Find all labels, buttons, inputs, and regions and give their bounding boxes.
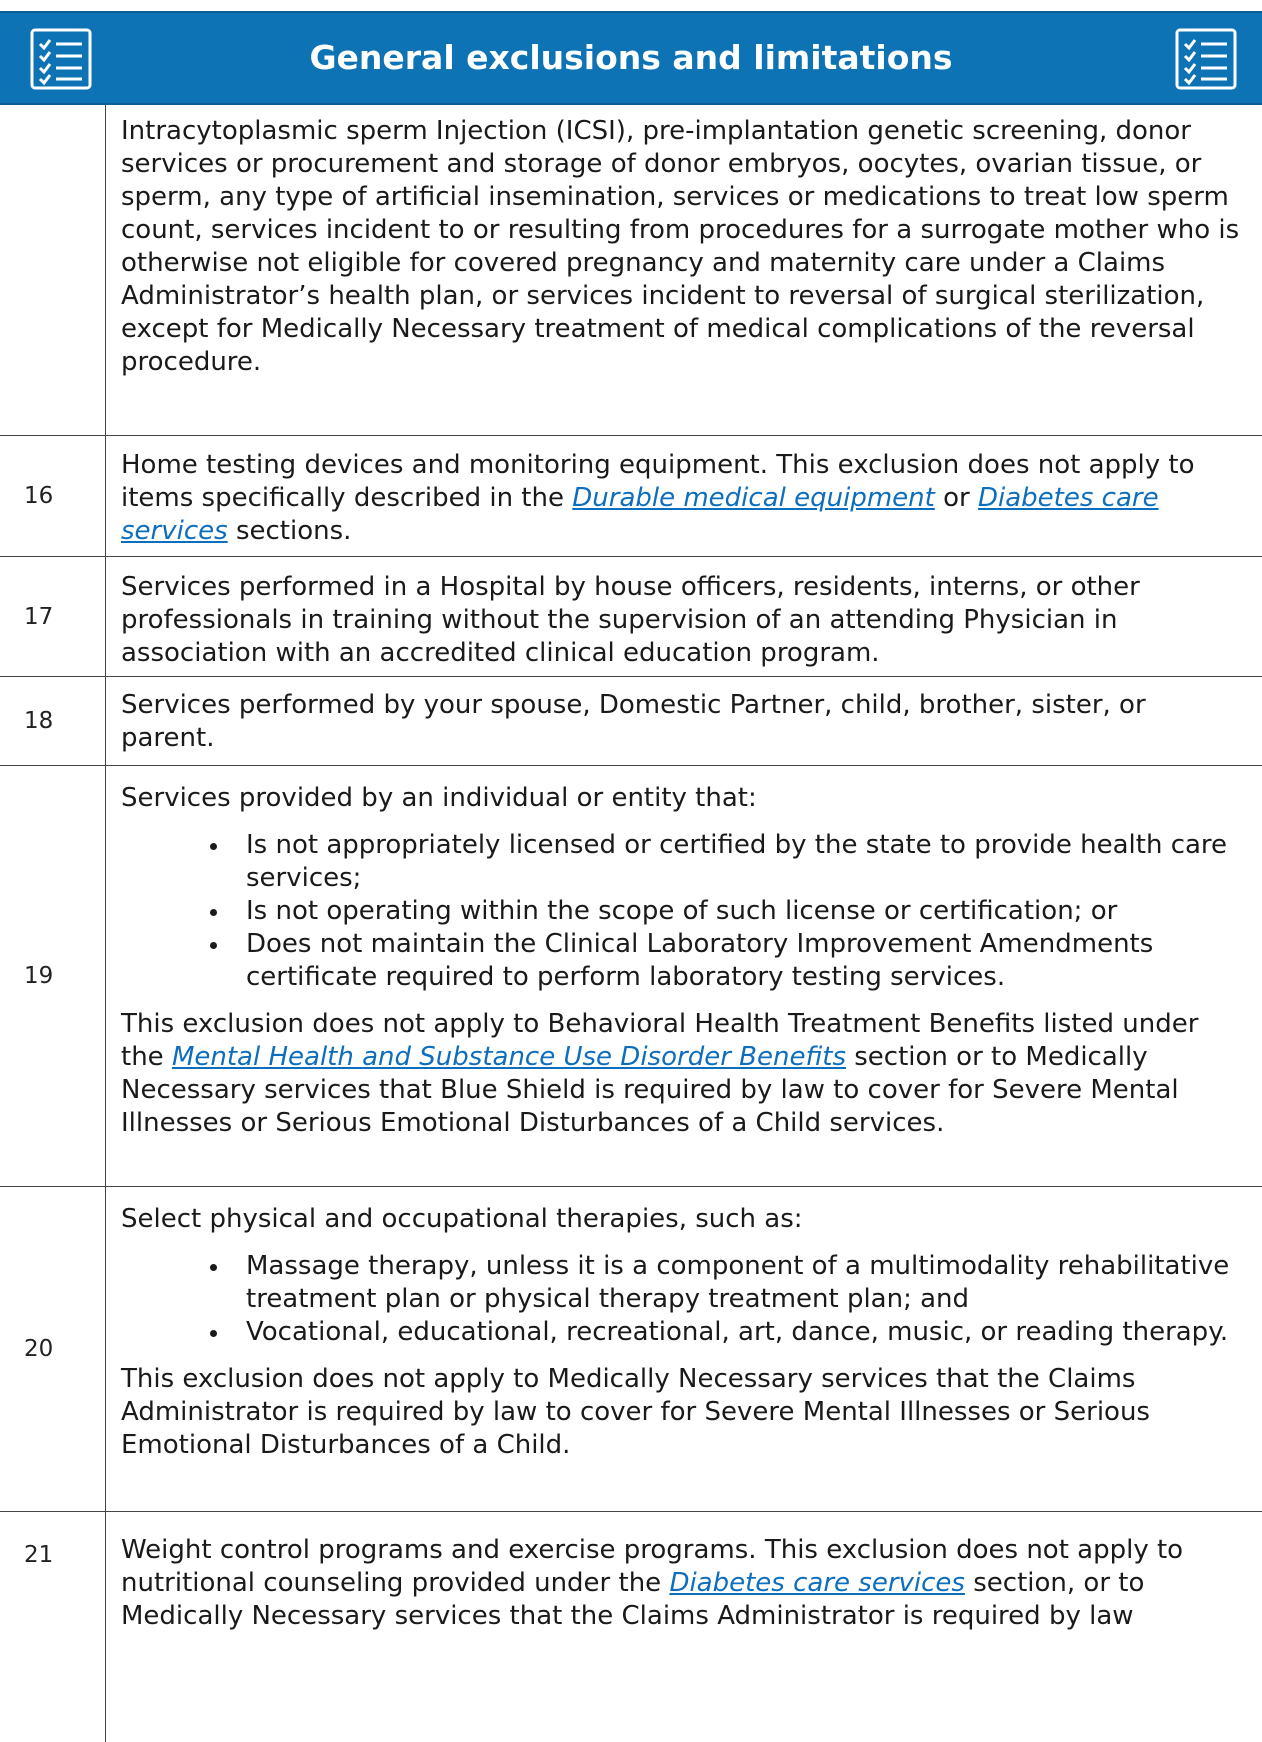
row-content [106, 436, 1262, 548]
row-intro: Select physical and occupational therapies, such as: [121, 1204, 803, 1234]
diabetes-care-services-link[interactable]: Diabetes care services [669, 1568, 965, 1598]
row-text: This exclusion does not apply to Behavioral Health Treatment Benefits listed under the Mental Health and Substance Use Disorder Benefits section or to Medically Necessary services that Blue Shield is required by law to cover for Severe Mental Illnesses or Serious Emotional Disturbances of a Child services. [121, 1009, 1199, 1138]
bullet-item: Vocational, educational, recreational, art, dance, music, or reading therapy. [246, 1316, 1240, 1349]
checklist-icon [1175, 28, 1237, 90]
row-content [106, 766, 1262, 1140]
table-row [0, 677, 1262, 766]
row-content [106, 677, 1262, 755]
bullet-list [121, 1250, 1240, 1349]
table-row [0, 1187, 1262, 1512]
row-content [106, 105, 1262, 379]
row-text: Intracytoplasmic sperm Injection (ICSI), pre-implantation genetic screening, donor services or procurement and storage of donor embryos, oocytes, ovarian tissue, or sperm, any type of artificial insemination, services or medications to treat low sperm count, services incident to or resulting from procedures for a surrogate mother who is otherwise not eligible for covered pregnancy and maternity care under a Claims Administrator’s health plan, or services incident to reversal of surgical sterilization, except for Medically Necessary treatment of medical complications of the reversal procedure. [121, 116, 1240, 377]
table-row [0, 766, 1262, 1187]
durable-medical-equipment-link[interactable]: Durable medical equipment [572, 483, 935, 513]
row-number: 20 [0, 1187, 106, 1511]
mental-health-benefits-link[interactable]: Mental Health and Substance Use Disorder Benefits [171, 1042, 846, 1072]
bullet-list [121, 829, 1240, 994]
diabetes-care-services-link[interactable]: Diabetes care services [121, 483, 1159, 546]
row-number: 21 [0, 1512, 106, 1742]
bullet-item: Massage therapy, unless it is a component of a multimodality rehabilitative treatment plan or physical therapy treatment plan; and [246, 1250, 1240, 1316]
row-content [106, 1187, 1262, 1462]
bullet-item: Is not appropriately licensed or certified by the state to provide health care services; [246, 829, 1240, 895]
row-content [106, 1512, 1262, 1633]
row-number: 17 [0, 557, 106, 676]
page-title: General exclusions and limitations [309, 38, 953, 77]
row-number [0, 105, 106, 435]
row-text: Weight control programs and exercise programs. This exclusion does not apply to nutritional counseling provided under the Diabetes care services section, or to Medically Necessary services that the Claims Administrator is required by law [121, 1535, 1184, 1631]
row-text: Services performed in a Hospital by house officers, residents, interns, or other professionals in training without the supervision of an attending Physician in association with an accredited clinical education program. [121, 572, 1140, 668]
row-number: 16 [0, 436, 106, 556]
table-row [0, 436, 1262, 557]
bullet-item: Is not operating within the scope of such license or certification; or [246, 895, 1240, 928]
table-row [0, 557, 1262, 677]
bullet-item: Does not maintain the Clinical Laboratory Improvement Amendments certificate required to perform laboratory testing services. [246, 928, 1240, 994]
row-number: 19 [0, 766, 106, 1186]
exclusions-table [0, 105, 1262, 1742]
row-number: 18 [0, 677, 106, 765]
row-text: This exclusion does not apply to Medically Necessary services that the Claims Administrator is required by law to cover for Severe Mental Illnesses or Serious Emotional Disturbances of a Child. [121, 1364, 1150, 1460]
row-intro: Services provided by an individual or entity that: [121, 783, 757, 813]
row-text: Home testing devices and monitoring equipment. This exclusion does not apply to items specifically described in the Durable medical equipment or Diabetes care services sections. [121, 450, 1195, 546]
row-text: Services performed by your spouse, Domestic Partner, child, brother, sister, or parent. [121, 690, 1146, 753]
row-content [106, 557, 1262, 670]
table-row [0, 1512, 1262, 1742]
table-row [0, 105, 1262, 436]
section-header [0, 11, 1262, 105]
